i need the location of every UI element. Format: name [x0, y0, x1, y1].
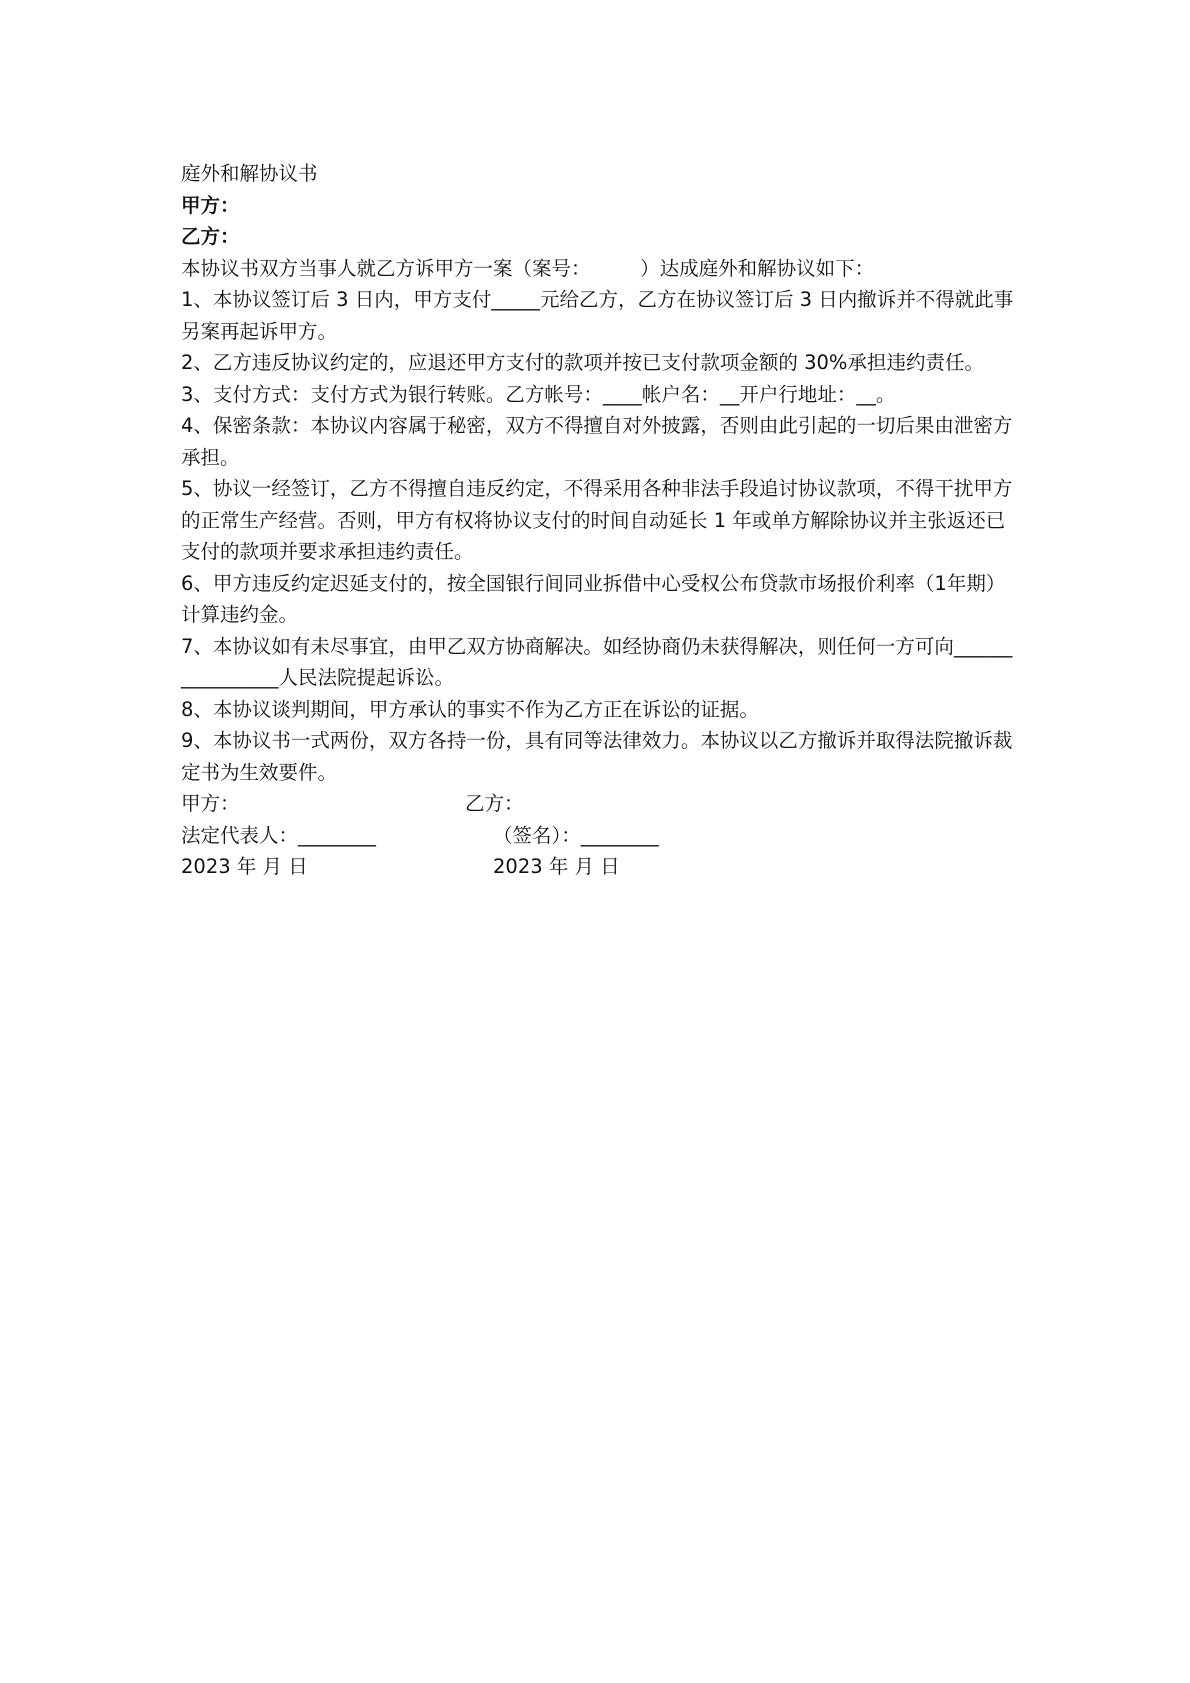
signature-line-row [181, 820, 1021, 852]
clause-6: 6、甲方违反约定迟延支付的，按全国银行间同业拆借中心受权公布贷款市场报价利率（1年期）计算违约金。 [181, 571, 1006, 626]
document-title: 庭外和解协议书 [181, 162, 318, 185]
signature-date-row [181, 851, 1021, 883]
date-party-a: 2023 年 月 日 [181, 855, 308, 878]
signature-party-row [181, 788, 1021, 820]
clause-2: 2、乙方违反协议约定的，应退还甲方支付的款项并按已支付款项金额的 30%承担违约责任。 [181, 351, 984, 374]
agreement-document [181, 158, 1021, 883]
clause-3: 3、支付方式：支付方式为银行转账。乙方帐号：____帐户名：__开户行地址：__。 [181, 382, 896, 406]
clause-7: 7、本协议如有未尽事宜，由甲乙双方协商解决。如经协商仍未获得解决，则任何一方可向________________人民法院提起诉讼。 [181, 634, 1013, 689]
party-a-label: 甲方： [181, 193, 240, 217]
clause-8: 8、本协议谈判期间，甲方承认的事实不作为乙方正在诉讼的证据。 [181, 697, 759, 721]
signature-line: （签名）：________ [493, 823, 659, 847]
clause-9: 9、本协议书一式两份，双方各持一份，具有同等法律效力。本协议以乙方撤诉并取得法院撤诉裁定书为生效要件。 [181, 729, 1013, 784]
signature-party-a: 甲方： [181, 792, 240, 815]
signature-party-b: 乙方： [465, 792, 524, 815]
legal-representative-line: 法定代表人：________ [181, 823, 377, 847]
party-b-label: 乙方： [181, 225, 240, 248]
clause-5: 5、协议一经签订，乙方不得擅自违反约定，不得采用各种非法手段追讨协议款项，不得干扰甲方的正常生产经营。否则，甲方有权将协议支付的时间自动延长 1 年或单方解除协议并主张返还已支付的款项并要求承担违约责任。 [181, 477, 1013, 563]
date-party-b: 2023 年 月 日 [493, 855, 620, 878]
intro-paragraph: 本协议书双方当事人就乙方诉甲方一案（案号： ）达成庭外和解协议如下： [181, 256, 875, 280]
clause-4: 4、保密条款：本协议内容属于秘密，双方不得擅自对外披露，否则由此引起的一切后果由泄密方承担。 [181, 414, 1013, 469]
clause-1: 1、本协议签订后 3 日内，甲方支付_____元给乙方，乙方在协议签订后 3 日内撤诉并不得就此事另案再起诉甲方。 [181, 288, 1014, 343]
